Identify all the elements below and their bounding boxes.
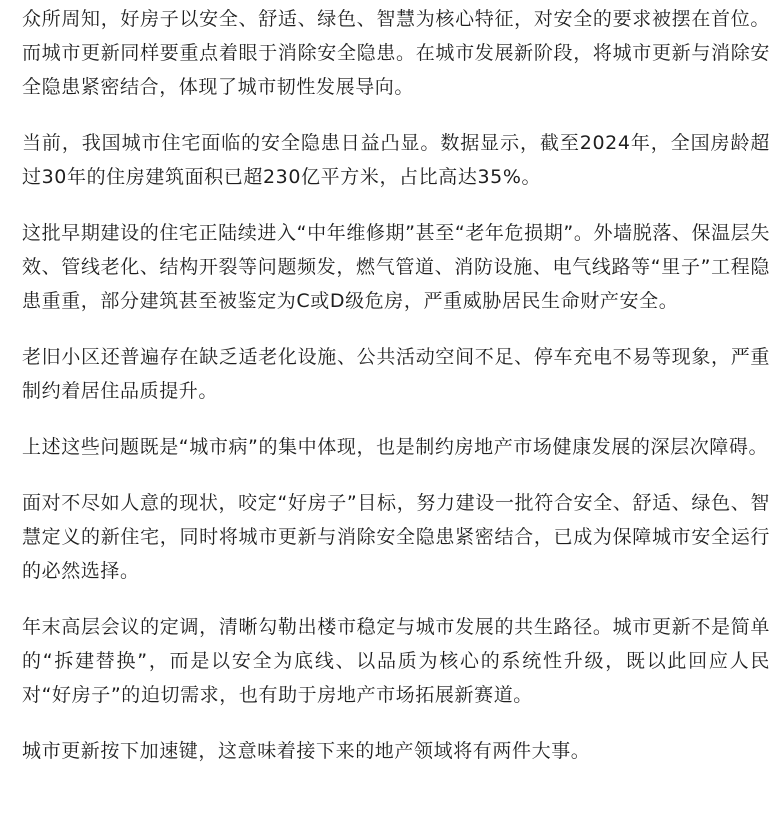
paragraph-4: 老旧小区还普遍存在缺乏适老化设施、公共活动空间不足、停车充电不易等现象，严重制约着居住品质提升。 bbox=[22, 346, 770, 402]
paragraph-8: 城市更新按下加速键，这意味着接下来的地产领域将有两件大事。 bbox=[22, 740, 591, 762]
paragraph-3: 这批早期建设的住宅正陆续进入“中年维修期”甚至“老年危损期”。外墙脱落、保温层失效、管线老化、结构开裂等问题频发，燃气管道、消防设施、电气线路等“里子”工程隐患重重，部分建筑甚至被鉴定为C或D级危房，严重威胁居民生命财产安全。 bbox=[22, 222, 770, 312]
paragraph-1: 众所周知，好房子以安全、舒适、绿色、智慧为核心特征，对安全的要求被摆在首位。而城市更新同样要重点着眼于消除安全隐患。在城市发展新阶段，将城市更新与消除安全隐患紧密结合，体现了城市韧性发展导向。 bbox=[22, 8, 770, 98]
paragraph-7: 年末高层会议的定调，清晰勾勒出楼市稳定与城市发展的共生路径。城市更新不是简单的“拆建替换”，而是以安全为底线、以品质为核心的系统性升级，既以此回应人民对“好房子”的迫切需求，也有助于房地产市场拓展新赛道。 bbox=[22, 616, 770, 706]
paragraph-5: 上述这些问题既是“城市病”的集中体现，也是制约房地产市场健康发展的深层次障碍。 bbox=[22, 436, 769, 458]
paragraph-2: 当前，我国城市住宅面临的安全隐患日益凸显。数据显示，截至2024年，全国房龄超过30年的住房建筑面积已超230亿平方米，占比高达35%。 bbox=[22, 132, 770, 188]
article-body bbox=[22, 0, 770, 790]
paragraph-6: 面对不尽如人意的现状，咬定“好房子”目标，努力建设一批符合安全、舒适、绿色、智慧定义的新住宅，同时将城市更新与消除安全隐患紧密结合，已成为保障城市安全运行的必然选择。 bbox=[22, 492, 770, 582]
